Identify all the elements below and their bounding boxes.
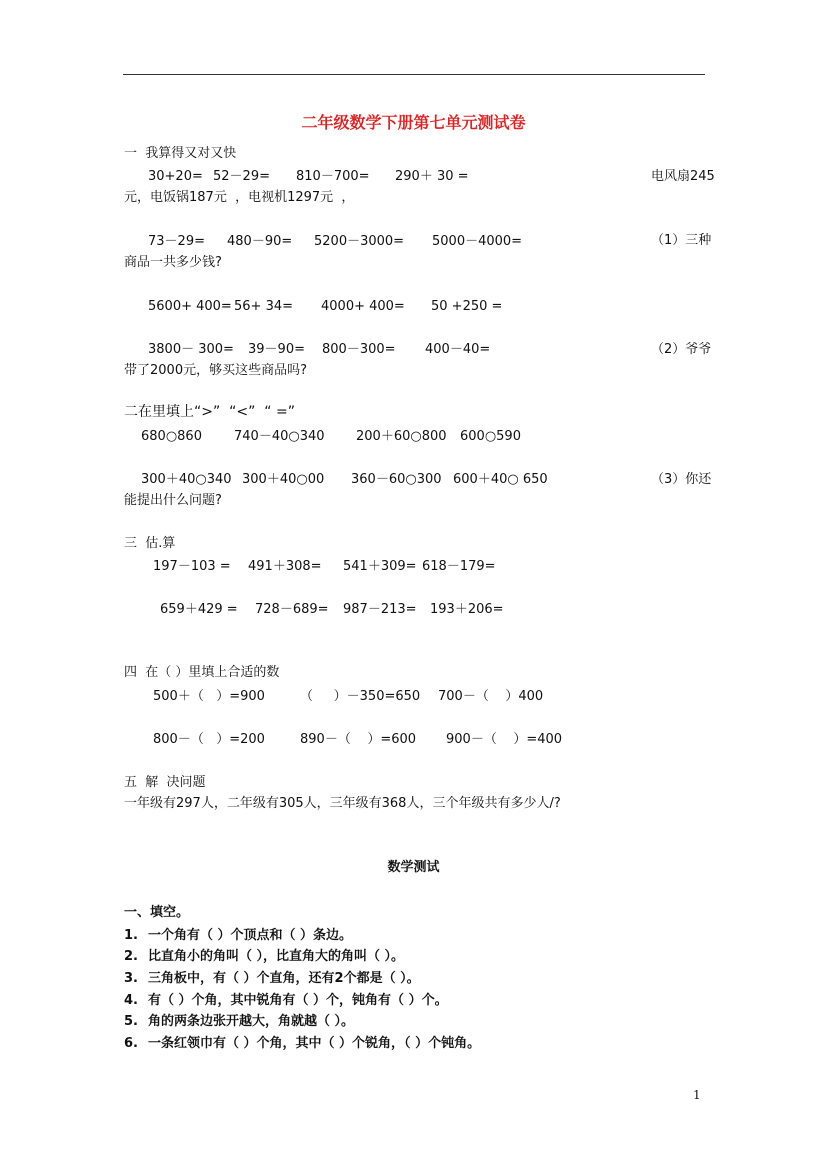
fill-item-text: 一个角有（ ）个顶点和（ ）条边。 (148, 928, 353, 943)
problem-text: 一年级有297人，二年级有305人，三年级有368人，三个年级共有多少人/? (124, 796, 561, 811)
fill-item-text: 三角板中，有（ ）个直角，还有2个都是（ ）。 (148, 971, 420, 986)
side-text-1: 电风扇245 (651, 169, 715, 184)
s1-r2-c3: 5200－3000= (314, 234, 405, 249)
s3-r1-c3: 541＋309= (343, 559, 417, 574)
side-text-4: 商品一共多少钱? (124, 255, 222, 270)
header-rule (123, 74, 705, 75)
s1-r4-c3: 800－300= (322, 342, 396, 357)
s2-r1-c3: 200＋60○800 (356, 429, 447, 444)
s2-r1-c2: 740－40○340 (234, 429, 325, 444)
fill-item-number: 5. (124, 1014, 138, 1029)
s3-r1-c1: 197－103 = (153, 559, 231, 574)
s1-r2-c4: 5000－4000= (432, 234, 523, 249)
s2-r2-c2: 300＋40○00 (242, 472, 325, 487)
s1-r3-c2: 56+ 34= (234, 299, 294, 314)
fill-item-number: 4. (124, 993, 138, 1008)
side-text-3: （1）三种 (651, 233, 712, 248)
side-text-2: 元，电饭锅187元 ，电视机1297元 ， (124, 190, 355, 205)
s1-r1-c2: 52－29= (213, 169, 270, 184)
fill-item-text: 有（ ）个角，其中锐角有（ ）个，钝角有（ ）个。 (148, 993, 448, 1008)
s1-r3-c3: 4000+ 400= (321, 299, 405, 314)
section-4-heading: 四 在（ ）里填上合适的数 (124, 665, 280, 680)
s4-r2-c1: 800－（ ）=200 (153, 732, 265, 747)
section-3-heading: 三 估.算 (124, 536, 176, 551)
section-1-heading: 一 我算得又对又快 (124, 146, 237, 161)
s2-r2-c4: 600＋40○ 650 (453, 472, 548, 487)
s1-r3-c1: 5600+ 400= (148, 299, 232, 314)
s4-r2-c3: 900－（ ）=400 (446, 732, 563, 747)
section-2-heading: 二在里填上“>” “<” “ =” (124, 404, 295, 420)
fill-item-text: 一条红领巾有（ ）个角，其中（ ）个锐角，（ ）个钝角。 (148, 1036, 481, 1051)
s3-r2-c4: 193＋206= (430, 602, 504, 617)
s3-r1-c2: 491＋308= (248, 559, 322, 574)
s4-r1-c3: 700－（ ）400 (438, 689, 544, 704)
fill-item-number: 3. (124, 971, 138, 986)
s3-r2-c3: 987－213= (343, 602, 417, 617)
s1-r2-c1: 73－29= (148, 234, 205, 249)
s1-r2-c2: 480－90= (227, 234, 293, 249)
s2-r1-c4: 600○590 (460, 429, 521, 444)
s1-r1-c4: 290＋ 30 = (395, 169, 469, 184)
s2-r1-c1: 680○860 (141, 429, 202, 444)
s1-r4-c4: 400－40= (425, 342, 491, 357)
s4-r2-c2: 890－（ ）=600 (300, 732, 417, 747)
subtitle: 数学测试 (387, 860, 440, 875)
page-number: 1 (693, 1088, 701, 1102)
s4-r1-c1: 500＋（ ）=900 (153, 689, 265, 704)
side-text-8: 能提出什么问题? (124, 493, 222, 508)
s2-r2-c3: 360－60○300 (351, 472, 442, 487)
s2-r2-c1: 300＋40○340 (141, 472, 232, 487)
section-5-heading: 五 解 决问题 (124, 775, 206, 790)
fill-item-text: 角的两条边张开越大，角就越（ ）。 (148, 1014, 355, 1029)
s1-r4-c1: 3800－ 300= (148, 342, 234, 357)
fill-item-number: 1. (124, 928, 138, 943)
side-text-7: （3）你还 (651, 472, 712, 487)
s1-r1-c3: 810－700= (296, 169, 370, 184)
s1-r3-c4: 50 +250 = (431, 299, 503, 314)
fill-heading: 一、填空。 (124, 905, 190, 920)
s1-r4-c2: 39－90= (248, 342, 305, 357)
fill-item-number: 6. (124, 1036, 138, 1051)
fill-item-text: 比直角小的角叫（ ），比直角大的角叫（ ）。 (148, 949, 405, 964)
s3-r1-c4: 618－179= (422, 559, 496, 574)
side-text-5: （2）爷爷 (651, 342, 712, 357)
side-text-6: 带了2000元，够买这些商品吗? (124, 363, 307, 378)
page-title: 二年级数学下册第七单元测试卷 (301, 113, 526, 132)
fill-item-number: 2. (124, 949, 138, 964)
s3-r2-c2: 728－689= (255, 602, 329, 617)
s3-r2-c1: 659＋429 = (160, 602, 238, 617)
s4-r1-c2: （ ）－350=650 (300, 689, 421, 704)
s1-r1-c1: 30+20= (148, 169, 203, 184)
